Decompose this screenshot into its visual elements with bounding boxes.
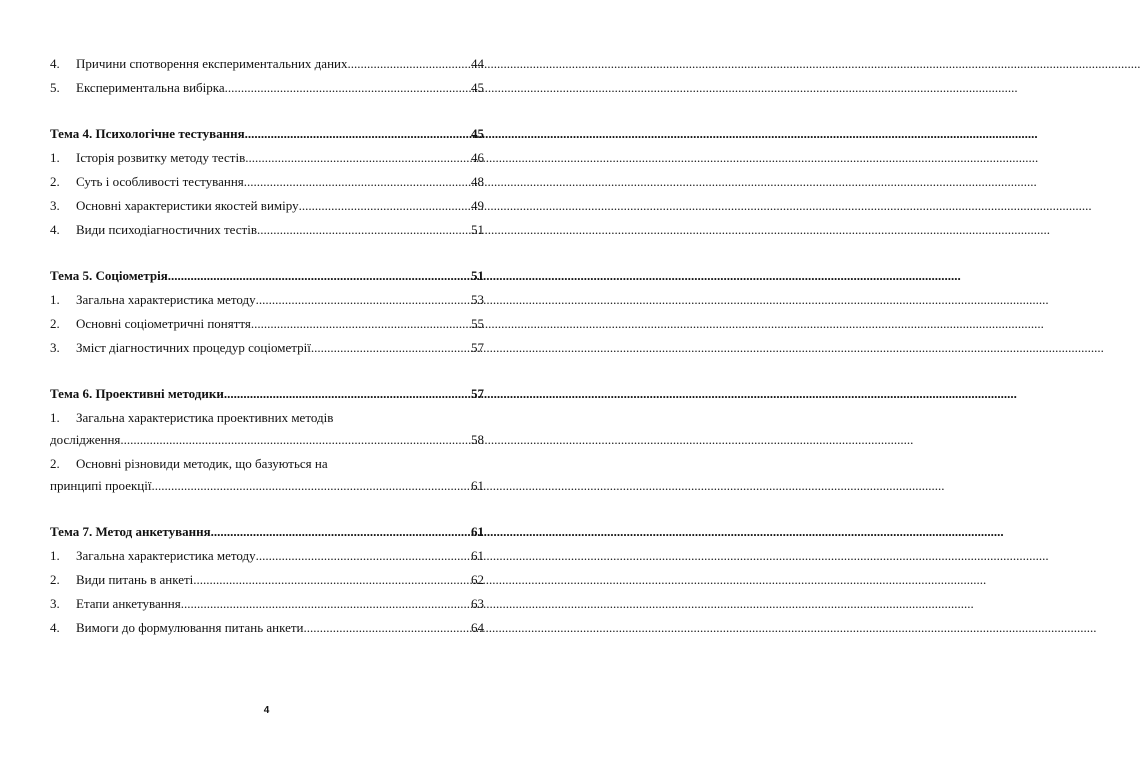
toc-entry-line1 [50, 410, 484, 432]
section-gap [50, 246, 484, 268]
toc-entry-line1 [50, 456, 484, 478]
topic-page: 45 [471, 126, 484, 141]
entry-page: 61 [471, 478, 484, 493]
entry-number: 2. [50, 316, 60, 331]
dot-leader [225, 80, 469, 96]
entry-page: 61 [471, 548, 484, 563]
entry-title: Основні характеристики якостей виміру [76, 198, 299, 213]
entry-title: Етапи анкетування [76, 596, 181, 611]
entry-page: 53 [471, 292, 484, 307]
entry-title: Основні соціометричні поняття [76, 316, 251, 331]
topic-title: Тема 5. Соціометрія [50, 268, 168, 283]
entry-number: 5. [50, 80, 60, 95]
dot-leader [168, 268, 469, 284]
entry-page: 51 [471, 222, 484, 237]
entry-title: Експериментальна вибірка [76, 80, 225, 95]
entry-title: Історія розвитку методу тестів [76, 150, 246, 165]
entry-title: Суть і особливості тестування [76, 174, 244, 189]
toc-entry [50, 596, 484, 620]
entry-number: 3. [50, 340, 60, 355]
toc-entry-line2 [50, 478, 484, 502]
dot-leader [256, 292, 469, 308]
toc-entry [50, 198, 484, 222]
topic-page: 61 [471, 524, 484, 539]
entry-number: 2. [50, 572, 60, 587]
entry-number: 1. [50, 410, 60, 425]
topic-page: 51 [471, 268, 484, 283]
entry-number: 1. [50, 548, 60, 563]
entry-title: Види питань в анкеті [76, 572, 194, 587]
entry-number: 2. [50, 174, 60, 189]
entry-title: Основні різновиди методик, що базуються на [76, 456, 328, 471]
entry-title: Вимоги до формулювання питань анкети [76, 620, 304, 635]
entry-page: 44 [471, 56, 484, 71]
entry-page: 49 [471, 198, 484, 213]
entry-page: 64 [471, 620, 484, 635]
dot-leader [299, 198, 469, 214]
entry-page: 46 [471, 150, 484, 165]
entry-page: 57 [471, 340, 484, 355]
toc-entry [50, 150, 484, 174]
document-page [0, 0, 533, 771]
dot-leader [257, 222, 469, 238]
topic-title: Тема 4. Психологічне тестування [50, 126, 245, 141]
entry-number: 1. [50, 292, 60, 307]
page-number: 4 [263, 705, 270, 716]
dot-leader [311, 340, 469, 356]
entry-number: 3. [50, 198, 60, 213]
toc-topic-heading [50, 126, 484, 150]
toc-entry [50, 572, 484, 596]
toc-entry [50, 174, 484, 198]
toc-entry [50, 316, 484, 340]
entry-number: 4. [50, 56, 60, 71]
entry-page: 45 [471, 80, 484, 95]
entry-number: 3. [50, 596, 60, 611]
dot-leader [256, 548, 469, 564]
entry-title: Причини спотворення експериментальних даних [76, 56, 348, 71]
dot-leader [245, 126, 469, 142]
dot-leader [120, 432, 469, 448]
topic-page: 57 [471, 386, 484, 401]
dot-leader [347, 56, 469, 72]
entry-page: 63 [471, 596, 484, 611]
toc-topic-heading [50, 268, 484, 292]
toc-entry [50, 80, 484, 104]
entry-number: 4. [50, 222, 60, 237]
toc-entry [50, 340, 484, 364]
section-gap [50, 502, 484, 524]
entry-number: 4. [50, 620, 60, 635]
entry-title: Загальна характеристика проективних методів [76, 410, 334, 425]
dot-leader [245, 150, 469, 166]
toc-entry [50, 222, 484, 246]
entry-title: Загальна характеристика методу [76, 548, 256, 563]
entry-title-continued: принципі проекції [50, 478, 152, 493]
entry-title: Загальна характеристика методу [76, 292, 256, 307]
dot-leader [224, 386, 469, 402]
entry-page: 55 [471, 316, 484, 331]
toc-entry [50, 292, 484, 316]
entry-title: Види психодіагностичних тестів [76, 222, 257, 237]
entry-page: 58 [471, 432, 484, 447]
toc-entry-line2 [50, 432, 484, 456]
dot-leader [193, 572, 469, 588]
table-of-contents [50, 56, 484, 644]
dot-leader [152, 478, 470, 494]
dot-leader [304, 620, 469, 636]
dot-leader [251, 316, 469, 332]
entry-page: 62 [471, 572, 484, 587]
entry-page: 48 [471, 174, 484, 189]
entry-title: Зміст діагностичних процедур соціометрії [76, 340, 311, 355]
section-gap [50, 104, 484, 126]
entry-number: 2. [50, 456, 60, 471]
toc-topic-heading [50, 386, 484, 410]
toc-topic-heading [50, 524, 484, 548]
dot-leader [244, 174, 469, 190]
topic-title: Тема 6. Проективні методики [50, 386, 224, 401]
entry-title-continued: дослідження [50, 432, 121, 447]
dot-leader [181, 596, 469, 612]
section-gap [50, 364, 484, 386]
topic-title: Тема 7. Метод анкетування [50, 524, 211, 539]
toc-entry [50, 620, 484, 644]
toc-entry [50, 56, 484, 80]
toc-entry [50, 548, 484, 572]
entry-number: 1. [50, 150, 60, 165]
dot-leader [211, 524, 469, 540]
